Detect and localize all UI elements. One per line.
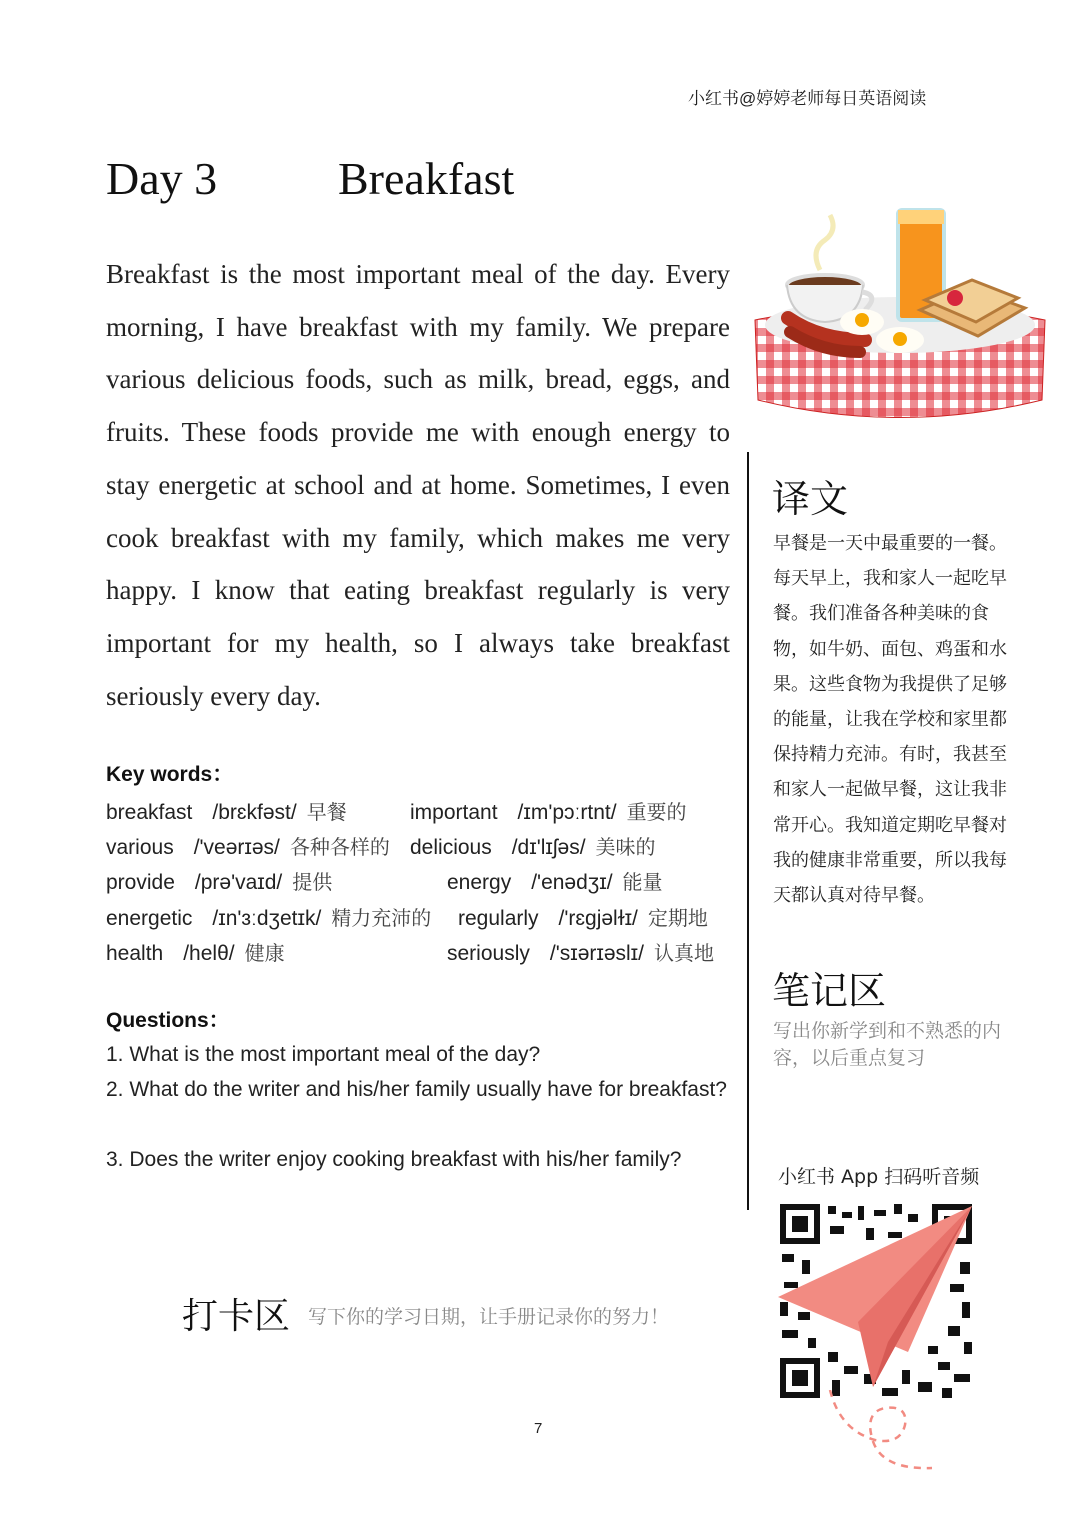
key-word-row [106,831,390,860]
translation-heading: 译文 [772,477,849,521]
meaning: 认真地 [654,941,714,965]
phonetic: /helθ/ [183,942,235,965]
key-word: regularly [458,907,539,930]
key-word: various [106,836,174,859]
page-number: 7 [534,1420,543,1437]
breakfast-illustration [750,200,1050,430]
key-word-row [106,796,347,825]
day-label: Day 3 [106,153,218,204]
checkin-hint: 写下你的学习日期，让手册记录你的努力！ [308,1306,670,1328]
phonetic: /'sɪərɪəslɪ/ [549,942,644,965]
question-item: 3. Does the writer enjoy cooking breakfast with his/her family? [106,1148,682,1171]
phonetic: /prə'vaɪd/ [194,871,283,894]
key-word-row [447,866,663,895]
meaning: 提供 [292,870,333,894]
key-word-row [106,902,431,931]
key-word: seriously [447,942,530,965]
question-item: 2. What do the writer and his/her family usually have for breakfast? [106,1078,727,1101]
meaning: 精力充沛的 [331,906,432,930]
source-watermark: 小红书@婷婷老师每日英语阅读 [688,89,927,108]
key-word: breakfast [106,801,193,824]
checkin-heading: 打卡区 [182,1296,291,1337]
key-word-row [447,937,714,966]
meaning: 美味的 [595,835,656,859]
topic-title: Breakfast [338,153,515,204]
translation-text: 早餐是一天中最重要的一餐。每天早上，我和家人一起吃早餐。我们准备各种美味的食物，如牛奶、面包、鸡蛋和水果。这些食物为我提供了足够的能量，让我在学校和家里都保持精力充沛。有时，我甚至和家人一起做早餐，这让我非常开心。我知道定期吃早餐对我的健康非常重要，所以我每天都认真对待早餐。 [773,533,1007,907]
key-word: provide [106,871,175,894]
phonetic: /'enədʒɪ/ [531,871,613,894]
qr-caption: 小红书 App 扫码听音频 [778,1166,980,1188]
key-word: delicious [410,836,492,859]
meaning: 定期地 [647,906,708,930]
meaning: 各种各样的 [289,835,390,859]
phonetic: /dɪ'lɪʃəs/ [511,836,586,859]
key-word: energetic [106,907,193,930]
key-word-row [106,866,332,895]
meaning: 能量 [622,870,663,894]
key-word: important [410,801,498,824]
phonetic: /'veərɪəs/ [193,836,280,859]
key-word-row [458,902,708,931]
meaning: 健康 [244,941,285,965]
key-word-row [410,796,687,825]
key-word: health [106,942,164,965]
phonetic: /ɪn'ɜːdʒetɪk/ [212,907,322,930]
meaning: 早餐 [306,800,347,824]
key-word: energy [447,871,512,894]
phonetic: /'rɛgjəlɫɪ/ [558,907,638,930]
key-word-row [106,937,285,966]
question-item: 1. What is the most important meal of the day? [106,1043,541,1066]
dashed-loop-decoration [820,1390,950,1480]
qr-code[interactable] [778,1202,974,1400]
phonetic: /ɪm'pɔːrtnt/ [517,801,617,824]
column-divider [747,452,749,1210]
phonetic: /brɛkfəst/ [212,801,297,824]
notes-hint: 写出你新学到和不熟悉的内容，以后重点复习 [773,1020,1002,1069]
questions-heading: Questions： [106,1009,230,1032]
notes-heading: 笔记区 [772,969,887,1013]
reading-passage: Breakfast is the most important meal of the day. Every morning, I have breakfast with my family. We prepare various delicious foods, such as milk, bread, eggs, and fruits. These foods provide me with enough energy to stay energetic at school and at home. Sometimes, I even cook breakfast with my family, which makes me very happy. I know that eating breakfast regularly is very important for my health, so I always take breakfast seriously every day. [106,259,730,711]
key-word-row [410,831,656,860]
key-words-heading: Key words： [106,763,234,786]
meaning: 重要的 [626,800,687,824]
